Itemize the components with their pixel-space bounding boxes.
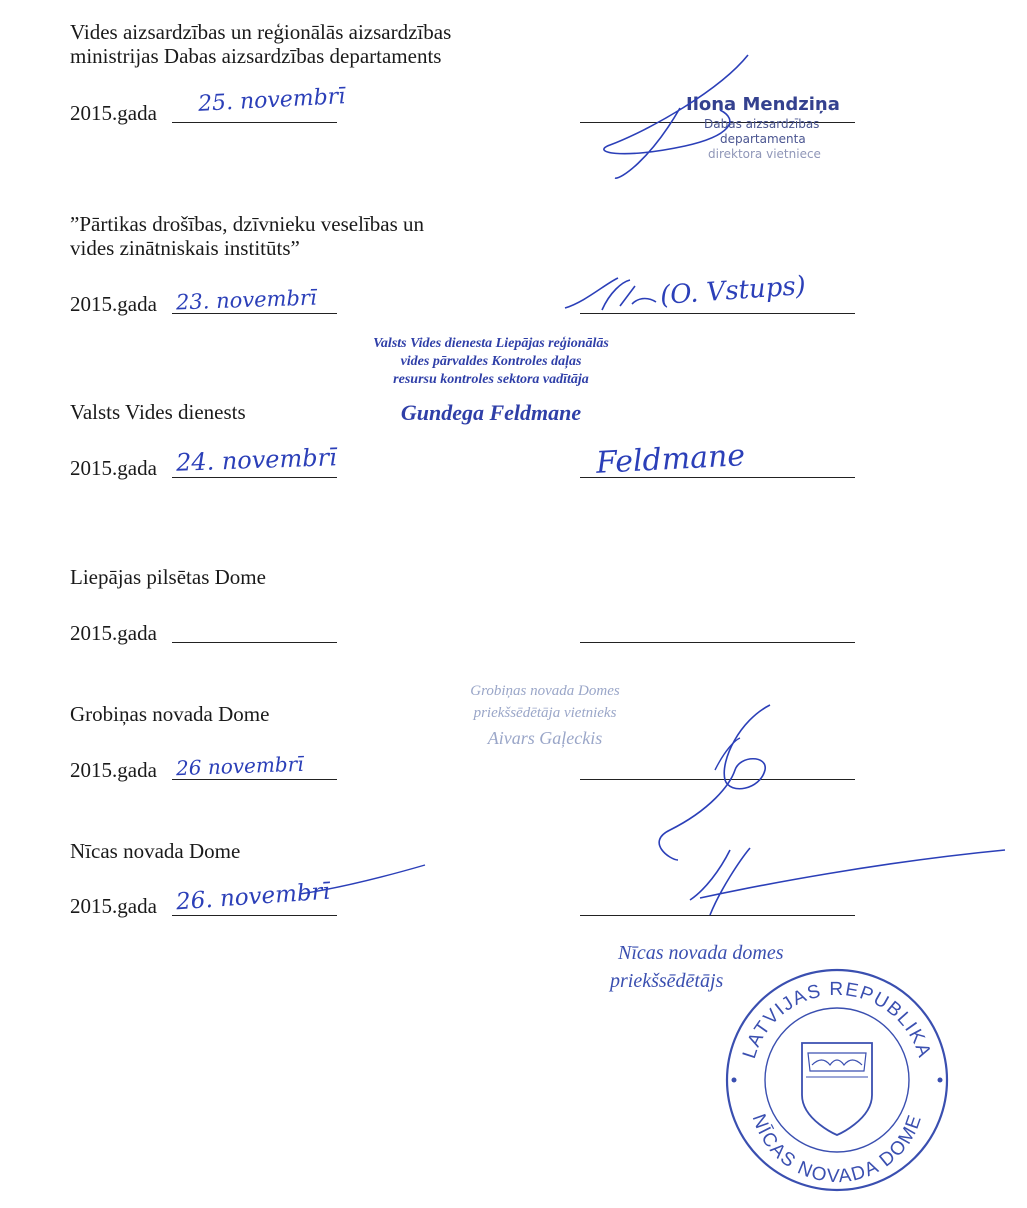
handwritten-date: 24. novembrī — [175, 443, 338, 477]
org-name-line-2: ministrijas Dabas aizsardzības departaments — [70, 44, 442, 68]
stamp-line: vides pārvaldes Kontroles daļas — [400, 354, 582, 369]
stamp-line: Nīcas novada domes — [618, 942, 784, 964]
signature-line — [580, 642, 855, 643]
year-label: 2015.gada — [70, 101, 157, 125]
date-line — [172, 477, 337, 478]
year-label: 2015.gada — [70, 758, 157, 782]
signature-scribble — [590, 50, 790, 190]
handwritten-date: 23. novembrī — [175, 285, 318, 315]
official-seal — [722, 965, 952, 1195]
stamp-line: Grobiņas novada Domes — [470, 683, 620, 699]
handwritten-signature: Feldmane — [595, 438, 746, 481]
signature-scribble — [560, 272, 660, 320]
org-name-line-1: Grobiņas novada Dome — [70, 702, 270, 726]
signature-scribble — [680, 840, 1010, 920]
seal-top-text: LATVIJAS REPUBLIKA — [739, 978, 935, 1062]
handwritten-date: 25. novembrī — [197, 84, 346, 117]
stamp-name: Gundega Feldmane — [400, 400, 582, 425]
stamp-line: resursu kontroles sektora vadītāja — [393, 372, 589, 387]
date-line — [172, 122, 337, 123]
stamp-name: Ilona Mendziņa — [686, 94, 840, 115]
handwritten-date: 26. novembrī — [175, 878, 331, 916]
handwritten-date: 26 novembrī — [175, 751, 304, 781]
stamp-line: departamenta — [720, 132, 806, 146]
seal-bottom-text: NĪCAS NOVADA DOME — [747, 1111, 927, 1188]
date-line — [172, 642, 337, 643]
org-name-line-1: Liepājas pilsētas Dome — [70, 565, 266, 589]
org-name-line-1: Nīcas novada Dome — [70, 839, 241, 863]
org-name-line-2: vides zinātniskais institūts” — [70, 236, 300, 260]
handwritten-signature: (O. Vstups) — [659, 270, 807, 312]
stamp-name: Aivars Gaļeckis — [487, 728, 603, 748]
year-label: 2015.gada — [70, 292, 157, 316]
org-name-line-1: Vides aizsardzības un reģionālās aizsardzības — [70, 20, 452, 44]
org-name-line-1: Valsts Vides dienests — [70, 400, 246, 424]
year-label: 2015.gada — [70, 894, 157, 918]
stamp-line: priekšsēdētāja vietnieks — [473, 705, 617, 721]
stamp-line: direktora vietniece — [708, 147, 821, 161]
stamp-line: Dabas aizsardzības — [704, 117, 820, 131]
year-label: 2015.gada — [70, 456, 157, 480]
date-line — [172, 915, 337, 916]
stamp-line: Valsts Vides dienesta Liepājas reģionālās — [373, 336, 609, 351]
stamp-line: priekšsēdētājs — [610, 970, 724, 992]
year-label: 2015.gada — [70, 621, 157, 645]
coat-of-arms-icon — [802, 1043, 872, 1135]
org-name-line-1: ”Pārtikas drošības, dzīvnieku veselības un — [70, 212, 425, 236]
pen-stroke — [300, 860, 430, 900]
